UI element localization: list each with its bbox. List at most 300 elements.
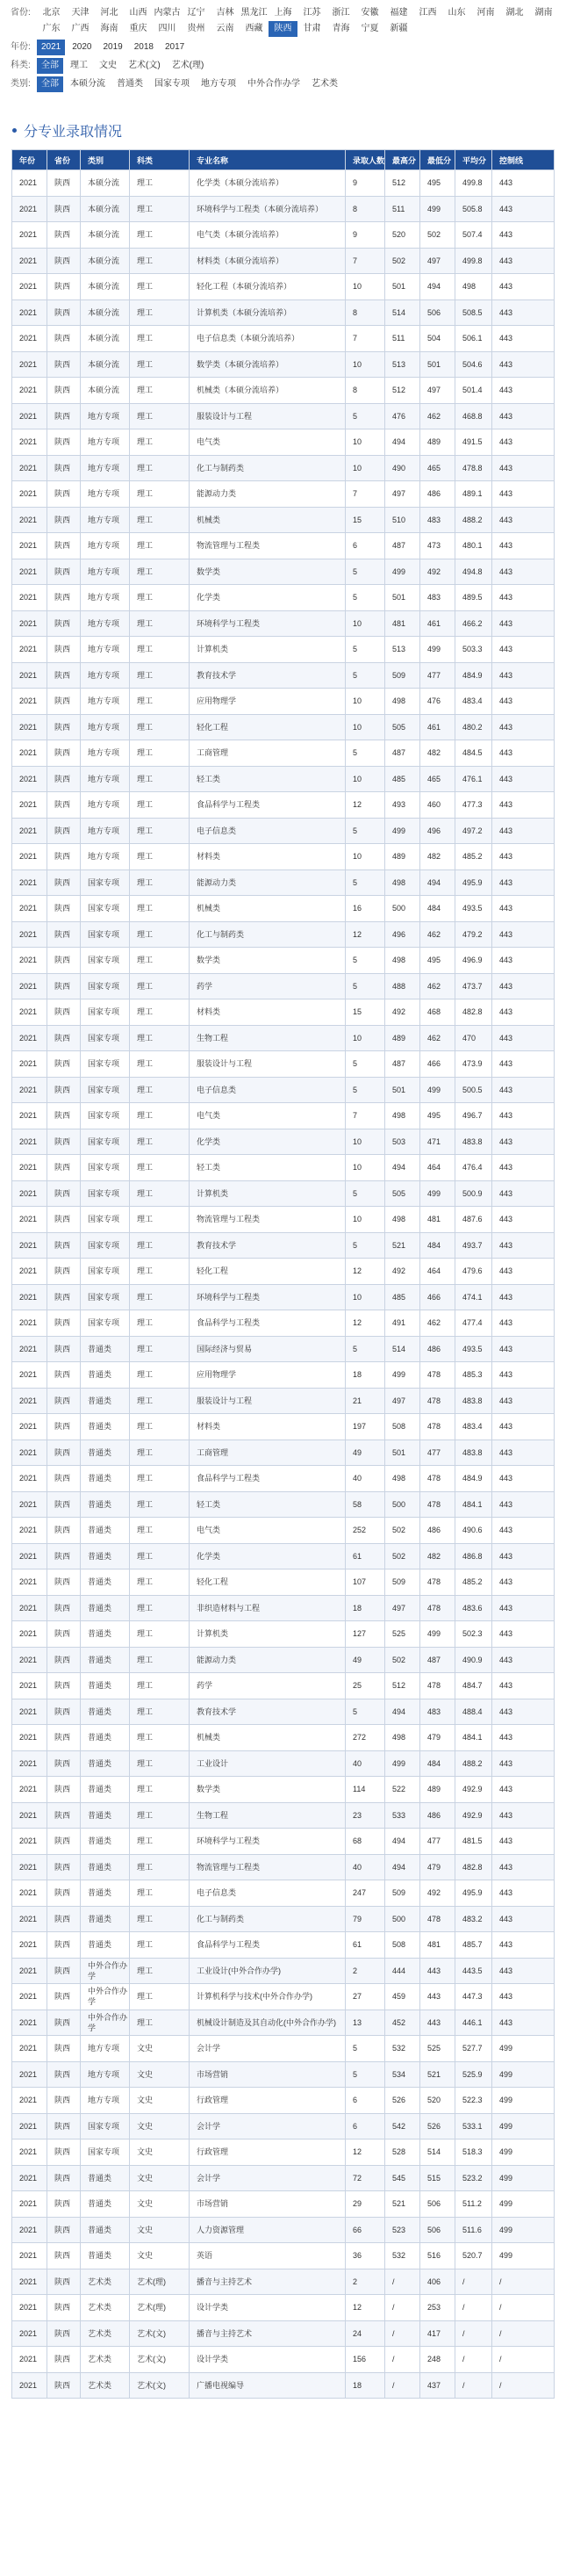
year-cell: 2021 — [12, 714, 47, 740]
province-cell: 陕西 — [47, 2061, 81, 2088]
control-line-cell: 499 — [492, 2061, 555, 2088]
category-cell: 艺术类 — [81, 2347, 130, 2373]
table-row — [12, 196, 555, 222]
province-option[interactable]: 重庆 — [129, 24, 147, 33]
enrolled-cell: 24 — [346, 2320, 385, 2347]
min-score-cell: 515 — [420, 2165, 455, 2191]
avg-score-cell: 480.2 — [455, 714, 492, 740]
min-score-cell: 477 — [420, 662, 455, 689]
province-cell: 陕西 — [47, 326, 81, 352]
category-cell: 中外合作办学 — [81, 1958, 130, 1984]
control-line-cell: 443 — [492, 1310, 555, 1337]
subject-option[interactable]: 艺术(理) — [171, 61, 204, 70]
table-row — [12, 274, 555, 300]
min-score-cell: 516 — [420, 2243, 455, 2269]
enrolled-cell: 12 — [346, 792, 385, 819]
control-line-cell: 443 — [492, 662, 555, 689]
year-cell: 2021 — [12, 585, 47, 611]
control-line-cell: 443 — [492, 1854, 555, 1880]
subject-cell: 理工 — [130, 844, 190, 870]
year-cell: 2021 — [12, 1673, 47, 1699]
table-row — [12, 1802, 555, 1829]
province-option[interactable]: 北京 — [42, 8, 61, 18]
subject-option[interactable]: 艺术(文) — [128, 61, 161, 70]
province-option[interactable]: 江西 — [419, 8, 437, 18]
enrolled-cell: 107 — [346, 1569, 385, 1596]
major-cell: 工业设计(中外合作办学) — [190, 1958, 346, 1984]
table-row — [12, 1491, 555, 1518]
major-cell: 电气类 — [190, 429, 346, 456]
control-line-cell: 443 — [492, 429, 555, 456]
min-score-cell: 482 — [420, 740, 455, 767]
avg-score-cell: 484.1 — [455, 1725, 492, 1751]
enrolled-cell: 272 — [346, 1725, 385, 1751]
year-cell: 2021 — [12, 1829, 47, 1855]
province-cell: 陕西 — [47, 1569, 81, 1596]
category-cell: 普通类 — [81, 1621, 130, 1648]
major-cell: 轻化工程 — [190, 714, 346, 740]
province-cell: 陕西 — [47, 999, 81, 1026]
province-option[interactable]: 吉林 — [216, 8, 234, 18]
subject-cell: 文史 — [130, 2061, 190, 2088]
min-score-cell: 478 — [420, 1388, 455, 1414]
avg-score-cell: 483.8 — [455, 1440, 492, 1466]
category-option[interactable]: 中外合作办学 — [247, 79, 300, 89]
category-cell: 普通类 — [81, 1414, 130, 1440]
province-option[interactable]: 青海 — [332, 24, 350, 33]
table-row — [12, 1466, 555, 1492]
enrolled-cell: 5 — [346, 559, 385, 585]
table-row — [12, 1129, 555, 1155]
province-cell: 陕西 — [47, 1621, 81, 1648]
province-option[interactable]: 云南 — [216, 24, 234, 33]
major-cell: 药学 — [190, 973, 346, 999]
table-row — [12, 1569, 555, 1596]
major-cell: 计算机类 — [190, 637, 346, 663]
enrolled-cell: 12 — [346, 1310, 385, 1337]
enrolled-cell: 7 — [346, 326, 385, 352]
enrolled-cell: 5 — [346, 973, 385, 999]
subject-cell: 理工 — [130, 1569, 190, 1596]
avg-score-cell: 491.5 — [455, 429, 492, 456]
year-cell: 2021 — [12, 2010, 47, 2036]
subject-cell: 理工 — [130, 973, 190, 999]
table-row — [12, 1958, 555, 1984]
subject-cell: 理工 — [130, 507, 190, 533]
enrolled-cell: 7 — [346, 481, 385, 508]
col-province-header: 省份 — [47, 150, 81, 170]
control-line-cell: 443 — [492, 1259, 555, 1285]
province-cell: 陕西 — [47, 533, 81, 559]
min-score-cell: 499 — [420, 1621, 455, 1648]
province-option[interactable]: 上海 — [274, 8, 292, 18]
province-option[interactable]: 福建 — [390, 8, 408, 18]
table-row — [12, 2347, 555, 2373]
major-cell: 轻化工程 — [190, 1259, 346, 1285]
table-row — [12, 1854, 555, 1880]
table-row — [12, 1621, 555, 1648]
subject-cell: 理工 — [130, 1232, 190, 1259]
year-cell: 2021 — [12, 1284, 47, 1310]
max-score-cell: 494 — [385, 1829, 420, 1855]
category-cell: 地方专项 — [81, 455, 130, 481]
min-score-cell: 253 — [420, 2295, 455, 2321]
subject-cell: 理工 — [130, 326, 190, 352]
max-score-cell: 512 — [385, 1673, 420, 1699]
min-score-cell: 461 — [420, 610, 455, 637]
subject-cell: 理工 — [130, 1543, 190, 1569]
control-line-cell: 443 — [492, 1777, 555, 1803]
min-score-cell: 514 — [420, 2139, 455, 2166]
province-option[interactable]: 河北 — [100, 8, 118, 18]
province-cell: 陕西 — [47, 766, 81, 792]
subject-option[interactable]: 全部 — [37, 58, 63, 74]
control-line-cell: 499 — [492, 2139, 555, 2166]
province-option[interactable]: 安徽 — [361, 8, 379, 18]
avg-score-cell: 476.4 — [455, 1155, 492, 1181]
subject-cell: 理工 — [130, 999, 190, 1026]
province-cell: 陕西 — [47, 1750, 81, 1777]
avg-score-cell: 533.1 — [455, 2113, 492, 2139]
category-cell: 本硕分流 — [81, 196, 130, 222]
subject-cell: 理工 — [130, 921, 190, 948]
table-row — [12, 2061, 555, 2088]
province-cell: 陕西 — [47, 2010, 81, 2036]
major-cell: 化学类 — [190, 585, 346, 611]
max-score-cell: 502 — [385, 248, 420, 274]
control-line-cell: 443 — [492, 1621, 555, 1648]
max-score-cell: 497 — [385, 1595, 420, 1621]
major-cell: 播音与主持艺术 — [190, 2320, 346, 2347]
province-cell: 陕西 — [47, 1129, 81, 1155]
table-row — [12, 1025, 555, 1051]
max-score-cell: 476 — [385, 403, 420, 429]
max-score-cell: 505 — [385, 714, 420, 740]
filter-panel — [0, 0, 566, 92]
avg-score-cell: 483.8 — [455, 1129, 492, 1155]
enrolled-cell: 29 — [346, 2191, 385, 2218]
enrolled-cell: 2 — [346, 2269, 385, 2295]
table-row — [12, 1259, 555, 1285]
year-cell: 2021 — [12, 1984, 47, 2010]
enrolled-cell: 247 — [346, 1880, 385, 1907]
major-cell: 材料类 — [190, 999, 346, 1026]
table-row — [12, 1077, 555, 1103]
province-option[interactable]: 辽宁 — [187, 8, 205, 18]
col-category-header: 类别 — [81, 150, 130, 170]
year-cell: 2021 — [12, 2372, 47, 2399]
enrolled-cell: 10 — [346, 689, 385, 715]
year-cell: 2021 — [12, 1388, 47, 1414]
enrolled-cell: 12 — [346, 921, 385, 948]
table-row — [12, 1880, 555, 1907]
province-option[interactable]: 江苏 — [303, 8, 321, 18]
year-option[interactable]: 2017 — [165, 42, 185, 52]
avg-score-cell: 488.4 — [455, 1699, 492, 1725]
max-score-cell: 494 — [385, 1699, 420, 1725]
year-cell: 2021 — [12, 170, 47, 197]
category-cell: 艺术类 — [81, 2372, 130, 2399]
enrolled-cell: 5 — [346, 1232, 385, 1259]
category-cell: 地方专项 — [81, 766, 130, 792]
table-row — [12, 844, 555, 870]
max-score-cell: 522 — [385, 1777, 420, 1803]
province-option[interactable]: 海南 — [100, 24, 118, 33]
control-line-cell: 443 — [492, 196, 555, 222]
province-option[interactable]: 山西 — [129, 8, 147, 18]
major-cell: 机械类 — [190, 1725, 346, 1751]
province-cell: 陕西 — [47, 455, 81, 481]
table-row — [12, 2088, 555, 2114]
enrolled-cell: 61 — [346, 1932, 385, 1959]
province-option[interactable]: 黑龙江 — [240, 8, 268, 18]
table-row — [12, 299, 555, 326]
enrolled-cell: 10 — [346, 429, 385, 456]
province-cell: 陕西 — [47, 1414, 81, 1440]
table-row — [12, 1543, 555, 1569]
max-score-cell: 498 — [385, 1103, 420, 1129]
province-cell: 陕西 — [47, 222, 81, 249]
province-cell: 陕西 — [47, 1932, 81, 1959]
min-score-cell: 465 — [420, 766, 455, 792]
major-cell: 食品科学与工程类 — [190, 1310, 346, 1337]
subject-cell: 文史 — [130, 2139, 190, 2166]
major-cell: 计算机科学与技术(中外合作办学) — [190, 1984, 346, 2010]
control-line-cell: 499 — [492, 2191, 555, 2218]
max-score-cell: 490 — [385, 455, 420, 481]
enrolled-cell: 13 — [346, 2010, 385, 2036]
max-score-cell: 510 — [385, 507, 420, 533]
province-cell: 陕西 — [47, 2217, 81, 2243]
min-score-cell: 437 — [420, 2372, 455, 2399]
major-cell: 机械类 — [190, 896, 346, 922]
enrolled-cell: 5 — [346, 740, 385, 767]
subject-option[interactable]: 理工 — [70, 61, 88, 70]
table-row — [12, 973, 555, 999]
avg-score-cell: 518.3 — [455, 2139, 492, 2166]
control-line-cell: 443 — [492, 1025, 555, 1051]
category-cell: 地方专项 — [81, 792, 130, 819]
province-option[interactable]: 四川 — [158, 24, 176, 33]
control-line-cell: 443 — [492, 1906, 555, 1932]
subject-cell: 理工 — [130, 1103, 190, 1129]
avg-score-cell: 495.9 — [455, 869, 492, 896]
category-cell: 普通类 — [81, 2217, 130, 2243]
year-cell: 2021 — [12, 689, 47, 715]
category-cell: 地方专项 — [81, 662, 130, 689]
min-score-cell: 466 — [420, 1051, 455, 1078]
year-option[interactable]: 2018 — [133, 42, 154, 52]
subject-cell: 理工 — [130, 559, 190, 585]
year-cell: 2021 — [12, 403, 47, 429]
subject-cell: 理工 — [130, 766, 190, 792]
province-option[interactable]: 广西 — [71, 24, 90, 33]
year-option[interactable]: 2021 — [37, 40, 65, 55]
min-score-cell: 471 — [420, 1129, 455, 1155]
avg-score-cell: 479.6 — [455, 1259, 492, 1285]
year-cell: 2021 — [12, 2347, 47, 2373]
province-option[interactable]: 浙江 — [332, 8, 350, 18]
enrolled-cell: 18 — [346, 1362, 385, 1389]
subject-cell: 理工 — [130, 1336, 190, 1362]
province-option[interactable]: 广东 — [42, 24, 61, 33]
control-line-cell: 499 — [492, 2217, 555, 2243]
year-cell: 2021 — [12, 1077, 47, 1103]
min-score-cell: 465 — [420, 455, 455, 481]
province-cell: 陕西 — [47, 2243, 81, 2269]
max-score-cell: 499 — [385, 559, 420, 585]
enrolled-cell: 5 — [346, 1336, 385, 1362]
province-filter — [11, 5, 559, 37]
min-score-cell: 492 — [420, 559, 455, 585]
avg-score-cell: 485.7 — [455, 1932, 492, 1959]
province-option[interactable]: 天津 — [71, 8, 90, 18]
year-cell: 2021 — [12, 1518, 47, 1544]
avg-score-cell: 485.2 — [455, 844, 492, 870]
avg-score-cell: 508.5 — [455, 299, 492, 326]
enrolled-cell: 5 — [346, 637, 385, 663]
province-option[interactable]: 湖南 — [534, 8, 553, 18]
enrolled-cell: 9 — [346, 170, 385, 197]
province-option[interactable]: 内蒙古 — [154, 8, 181, 18]
province-option[interactable]: 贵州 — [187, 24, 205, 33]
province-option[interactable]: 陕西 — [269, 21, 297, 37]
category-option[interactable]: 国家专项 — [154, 79, 190, 89]
category-option[interactable]: 普通类 — [117, 79, 143, 89]
control-line-cell: 443 — [492, 1388, 555, 1414]
province-option[interactable]: 湖北 — [505, 8, 524, 18]
min-score-cell: 482 — [420, 844, 455, 870]
category-cell: 地方专项 — [81, 610, 130, 637]
min-score-cell: 464 — [420, 1259, 455, 1285]
control-line-cell: / — [492, 2347, 555, 2373]
year-cell: 2021 — [12, 559, 47, 585]
max-score-cell: 459 — [385, 1984, 420, 2010]
avg-score-cell: 480.1 — [455, 533, 492, 559]
major-cell: 非织造材料与工程 — [190, 1595, 346, 1621]
max-score-cell: 491 — [385, 1310, 420, 1337]
avg-score-cell: 525.9 — [455, 2061, 492, 2088]
subject-cell: 理工 — [130, 1051, 190, 1078]
table-row — [12, 896, 555, 922]
avg-score-cell: 483.8 — [455, 1388, 492, 1414]
avg-score-cell: 522.3 — [455, 2088, 492, 2114]
province-option[interactable]: 宁夏 — [361, 24, 379, 33]
major-cell: 环境科学与工程类（本硕分流培养） — [190, 196, 346, 222]
category-cell: 中外合作办学 — [81, 1984, 130, 2010]
table-row — [12, 1699, 555, 1725]
avg-score-cell: 483.6 — [455, 1595, 492, 1621]
category-cell: 国家专项 — [81, 1025, 130, 1051]
avg-score-cell: 447.3 — [455, 1984, 492, 2010]
category-cell: 普通类 — [81, 1906, 130, 1932]
province-cell: 陕西 — [47, 1388, 81, 1414]
subject-option[interactable]: 文史 — [99, 61, 117, 70]
table-row — [12, 921, 555, 948]
enrolled-cell: 5 — [346, 869, 385, 896]
province-cell: 陕西 — [47, 1259, 81, 1285]
province-cell: 陕西 — [47, 689, 81, 715]
min-score-cell: 443 — [420, 1958, 455, 1984]
subject-cell: 理工 — [130, 1414, 190, 1440]
max-score-cell: 485 — [385, 766, 420, 792]
year-cell: 2021 — [12, 1025, 47, 1051]
province-cell: 陕西 — [47, 973, 81, 999]
year-cell: 2021 — [12, 1880, 47, 1907]
avg-score-cell: 489.5 — [455, 585, 492, 611]
category-cell: 普通类 — [81, 1491, 130, 1518]
province-option[interactable]: 西藏 — [245, 24, 263, 33]
province-option[interactable]: 甘肃 — [303, 24, 321, 33]
control-line-cell: 443 — [492, 1284, 555, 1310]
category-cell: 地方专项 — [81, 818, 130, 844]
major-cell: 机械类（本硕分流培养） — [190, 378, 346, 404]
category-option[interactable]: 本硕分流 — [70, 79, 105, 89]
major-cell: 环境科学与工程类 — [190, 1284, 346, 1310]
subject-cell: 理工 — [130, 792, 190, 819]
subject-cell: 文史 — [130, 2243, 190, 2269]
avg-score-cell: 470 — [455, 1025, 492, 1051]
year-option[interactable]: 2020 — [72, 42, 92, 52]
avg-score-cell: 468.8 — [455, 403, 492, 429]
province-cell: 陕西 — [47, 948, 81, 974]
category-option[interactable]: 艺术类 — [312, 79, 338, 89]
year-cell: 2021 — [12, 818, 47, 844]
control-line-cell: 443 — [492, 766, 555, 792]
avg-score-cell: / — [455, 2372, 492, 2399]
year-option[interactable]: 2019 — [103, 42, 123, 52]
province-cell: 陕西 — [47, 1906, 81, 1932]
max-score-cell: 444 — [385, 1958, 420, 1984]
max-score-cell: 501 — [385, 1440, 420, 1466]
table-row — [12, 2320, 555, 2347]
province-cell: 陕西 — [47, 481, 81, 508]
year-cell: 2021 — [12, 1802, 47, 1829]
enrolled-cell: 10 — [346, 1025, 385, 1051]
min-score-cell: 461 — [420, 714, 455, 740]
province-option[interactable]: 新疆 — [390, 24, 408, 33]
table-row — [12, 533, 555, 559]
major-cell: 材料类 — [190, 844, 346, 870]
province-option[interactable]: 河南 — [476, 8, 495, 18]
province-option[interactable]: 山东 — [448, 8, 466, 18]
province-cell: 陕西 — [47, 559, 81, 585]
major-cell: 播音与主持艺术 — [190, 2269, 346, 2295]
col-min-score-header: 最低分 — [420, 150, 455, 170]
avg-score-cell: 492.9 — [455, 1777, 492, 1803]
category-cell: 国家专项 — [81, 1051, 130, 1078]
subject-options — [37, 58, 559, 74]
province-cell: 陕西 — [47, 740, 81, 767]
subject-cell: 理工 — [130, 1984, 190, 2010]
control-line-cell: 443 — [492, 869, 555, 896]
year-cell: 2021 — [12, 1854, 47, 1880]
min-score-cell: 468 — [420, 999, 455, 1026]
major-cell: 英语 — [190, 2243, 346, 2269]
category-option[interactable]: 全部 — [37, 76, 63, 92]
year-filter — [11, 40, 559, 55]
min-score-cell: 496 — [420, 818, 455, 844]
table-row — [12, 1440, 555, 1466]
category-option[interactable]: 地方专项 — [201, 79, 236, 89]
control-line-cell: 443 — [492, 326, 555, 352]
category-cell: 国家专项 — [81, 1129, 130, 1155]
max-score-cell: 498 — [385, 948, 420, 974]
max-score-cell: 508 — [385, 1414, 420, 1440]
major-cell: 应用物理学 — [190, 1362, 346, 1389]
control-line-cell: 499 — [492, 2113, 555, 2139]
min-score-cell: 473 — [420, 533, 455, 559]
